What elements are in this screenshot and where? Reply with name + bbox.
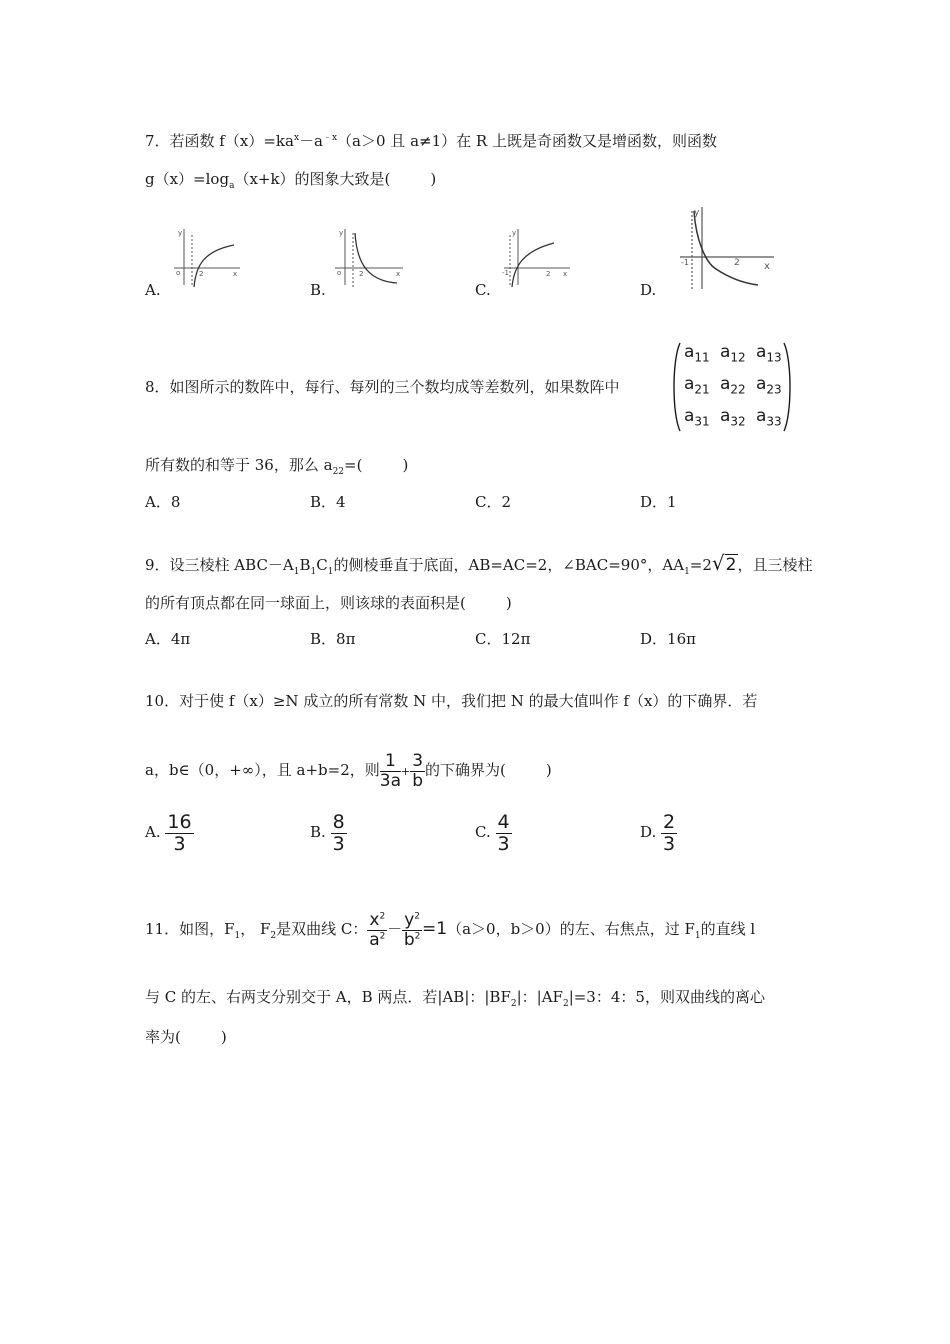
q8-option-c[interactable]: C．2 <box>475 493 512 511</box>
q9-option-b[interactable]: B．8π <box>310 630 356 648</box>
graph-b <box>333 225 405 291</box>
svg-text:y: y <box>339 229 344 237</box>
q7-line1: 7．若函数 $f(x)=ka^x-a^{﹣x}(a>0$ 且 a≠1）在 R 上既是奇函数又是增函数，则函数 <box>145 132 717 150</box>
graph-c <box>500 225 572 291</box>
fraction-1-over-3a: $\frac{1}{3a}$ <box>379 750 401 791</box>
q8-option-d[interactable]: D．1 <box>640 493 677 511</box>
svg-text:-1: -1 <box>681 258 689 267</box>
q9-option-a[interactable]: A．4π <box>145 630 191 648</box>
number-matrix <box>670 340 794 434</box>
matrix-cell-a32: $a_{32}$ <box>720 406 746 429</box>
svg-text:y: y <box>178 229 183 237</box>
q10-option-a[interactable]: A. $\frac{16}{3}$ <box>145 810 192 855</box>
q8-line2: 所有数的和等于 36，那么 $a_{22}=$( ) <box>145 456 409 477</box>
svg-text:2: 2 <box>199 270 204 278</box>
svg-text:x: x <box>396 270 401 278</box>
q8-line1: 8．如图所示的数阵中，每行、每列的三个数均成等差数列，如果数阵中 <box>145 378 620 396</box>
q10-option-c[interactable]: C. $\frac{4}{3}$ <box>475 810 510 855</box>
svg-text:2: 2 <box>546 270 551 278</box>
svg-text:-1: -1 <box>502 269 509 277</box>
q8-option-a[interactable]: A．8 <box>145 493 181 511</box>
q7-option-d[interactable]: D. <box>640 281 657 299</box>
q8-option-b[interactable]: B．4 <box>310 493 346 511</box>
svg-text:x: x <box>764 261 770 272</box>
fraction-y2-over-b2: $\frac{y^2}{b^2}$ <box>403 909 421 950</box>
fraction-x2-over-a2: $\frac{x^2}{a^2}$ <box>369 909 386 950</box>
matrix-cell-a22: $a_{22}$ <box>720 374 746 397</box>
svg-text:o: o <box>176 269 181 277</box>
q11-line2: 与 C 的左、右两支分别交于 A，B 两点．若|AB|：$|BF_2|$：$|AF_2|=3$：4：5，则双曲线的离心 <box>145 988 765 1009</box>
matrix-cell-a31: $a_{31}$ <box>684 406 710 429</box>
svg-text:y: y <box>512 229 517 237</box>
q9-line1: 9．设三棱柱 $ABC-A_1B_1C_1$的侧棱垂直于底面，AB=AC=2，∠BAC=90°，$AA_1=2√2$，且三棱柱 <box>145 551 813 577</box>
matrix-cell-a33: $a_{33}$ <box>756 406 782 429</box>
svg-text:2: 2 <box>734 258 740 268</box>
q11-line3: 率为( ) <box>145 1028 227 1046</box>
matrix-cell-a21: $a_{21}$ <box>684 374 710 397</box>
sqrt-2: √2 <box>711 551 737 575</box>
q10-option-d[interactable]: D. $\frac{2}{3}$ <box>640 810 676 855</box>
svg-text:x: x <box>563 270 568 278</box>
q7-option-a[interactable]: A. <box>145 281 161 299</box>
q9-option-c[interactable]: C．12π <box>475 630 531 648</box>
fraction-3-over-b: $\frac{3}{b}$ <box>412 750 424 791</box>
q7-option-c[interactable]: C. <box>475 281 491 299</box>
matrix-cell-a12: $a_{12}$ <box>720 342 746 365</box>
svg-text:2: 2 <box>359 270 364 278</box>
svg-text:o: o <box>337 269 342 277</box>
graph-d <box>678 205 778 291</box>
matrix-cell-a23: $a_{23}$ <box>756 374 782 397</box>
matrix-cell-a13: $a_{13}$ <box>756 342 782 365</box>
matrix-cell-a11: $a_{11}$ <box>684 342 710 365</box>
q9-option-d[interactable]: D．16π <box>640 630 696 648</box>
q9-line2: 的所有顶点都在同一球面上，则该球的表面积是( ) <box>145 594 512 612</box>
q7-line2: $g(x)=\log_a(x+k)$的图象大致是( ) <box>145 170 437 191</box>
q10-line2: a，b∈（0，+∞），且 a+b=2，则 $\frac{1}{3a}$ + $\frac{3}{b}$ 的下确界为( ) <box>145 750 552 791</box>
graph-a <box>170 225 242 291</box>
svg-text:y: y <box>694 208 700 218</box>
q10-option-b[interactable]: B. $\frac{8}{3}$ <box>310 810 345 855</box>
q7-option-b[interactable]: B. <box>310 281 326 299</box>
q11-line1: 11．如图，$F_1$， $F_2$是双曲线 C： $\frac{x^2}{a^2}$ － $\frac{y^2}{b^2}$ =1（a＞0，b＞0）的左、右焦点，过 $F_1$的直线 l <box>145 909 756 950</box>
q10-line1: 10．对于使 f（x）≥N 成立的所有常数 N 中，我们把 N 的最大值叫作 f（x）的下确界．若 <box>145 692 758 710</box>
svg-text:x: x <box>233 270 238 278</box>
